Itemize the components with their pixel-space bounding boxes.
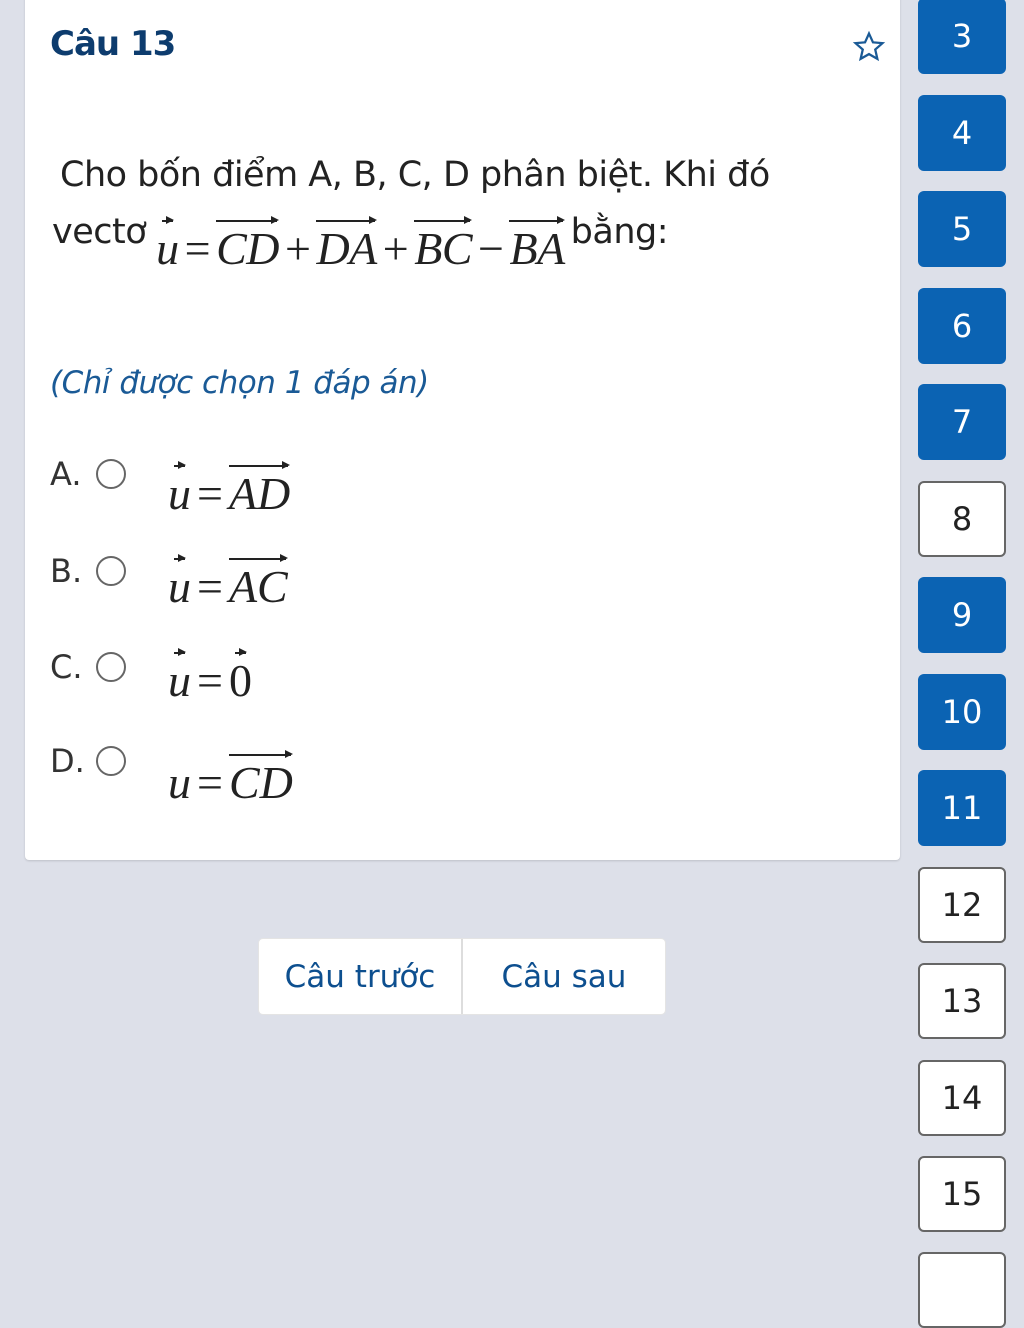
option-label: B.	[50, 552, 83, 590]
nav-question-3[interactable]: 3	[918, 0, 1006, 74]
nav-question-8[interactable]: 8	[918, 481, 1006, 557]
vector-answer: AD	[228, 468, 291, 519]
nav-question-11[interactable]: 11	[918, 770, 1006, 846]
radio-button[interactable]	[96, 459, 126, 489]
text-suffix: bằng:	[570, 212, 669, 252]
vector-term: BA	[509, 223, 565, 274]
vector-term: CD	[216, 223, 279, 274]
nav-question-13[interactable]: 13	[918, 963, 1006, 1039]
nav-question-7[interactable]: 7	[918, 384, 1006, 460]
vector-answer: CD	[228, 757, 293, 808]
option-label: D.	[50, 742, 85, 780]
operator: =	[197, 468, 223, 519]
radio-button[interactable]	[96, 556, 126, 586]
option-label: A.	[50, 455, 82, 493]
nav-question-5[interactable]: 5	[918, 191, 1006, 267]
vector-term: BC	[414, 223, 473, 274]
pager	[258, 938, 666, 1015]
operator: =	[184, 223, 211, 274]
nav-question-15[interactable]: 15	[918, 1156, 1006, 1232]
prev-question-button[interactable]: Câu trước	[259, 939, 463, 1014]
text-prefix: vectơ	[52, 212, 147, 252]
vector-u: u	[168, 468, 191, 519]
zero-vector: 0	[228, 655, 252, 706]
option-d[interactable]	[50, 742, 293, 808]
vector-answer: AC	[228, 561, 288, 612]
nav-question-4[interactable]: 4	[918, 95, 1006, 171]
nav-question-10[interactable]: 10	[918, 674, 1006, 750]
radio-button[interactable]	[96, 746, 126, 776]
operator: =	[197, 757, 223, 808]
variable-u: u	[168, 757, 191, 808]
nav-question-12[interactable]: 12	[918, 867, 1006, 943]
option-b[interactable]	[50, 552, 288, 612]
operator: +	[285, 223, 311, 274]
operator: =	[197, 655, 223, 706]
hint-text: (Chỉ được chọn 1 đáp án)	[50, 365, 429, 401]
vector-u: u	[156, 223, 179, 274]
vector-u: u	[168, 655, 191, 706]
option-a[interactable]	[50, 455, 291, 519]
question-formula-line	[52, 212, 669, 274]
operator: −	[478, 223, 504, 274]
option-label: C.	[50, 648, 83, 686]
question-title: Câu 13	[50, 24, 176, 64]
operator: +	[382, 223, 409, 274]
nav-question-9[interactable]: 9	[918, 577, 1006, 653]
nav-question-14[interactable]: 14	[918, 1060, 1006, 1136]
nav-question-6[interactable]: 6	[918, 288, 1006, 364]
option-c[interactable]	[50, 648, 252, 706]
vector-term: DA	[316, 223, 377, 274]
question-text: Cho bốn điểm A, B, C, D phân biệt. Khi đó	[60, 155, 770, 195]
formula	[156, 222, 565, 275]
radio-button[interactable]	[96, 652, 126, 682]
nav-question-partial[interactable]	[918, 1252, 1006, 1328]
next-question-button[interactable]: Câu sau	[501, 958, 627, 995]
vector-u: u	[168, 561, 191, 612]
operator: =	[197, 561, 223, 612]
question-card	[25, 0, 900, 860]
star-bookmark-icon[interactable]	[852, 30, 886, 64]
